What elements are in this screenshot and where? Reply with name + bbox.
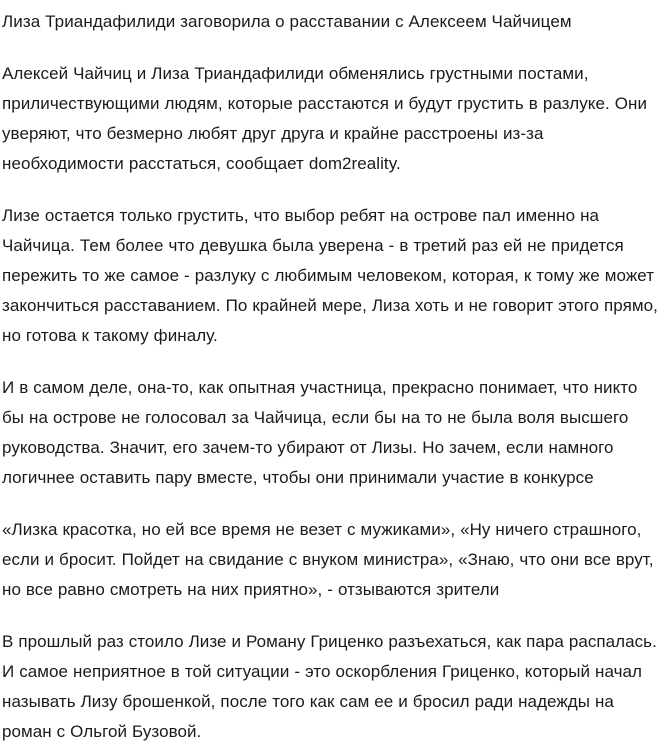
article-paragraph-2: Лизе остается только грустить, что выбор ребят на острове пал именно на Чайчица. Тем более что девушка была уверена - в третий раз ей не придется пережить то же самое - разлуку с любимым человеком, которая, к тому же может закончиться расставанием. По крайней мере, Лиза хоть и не говорит этого прямо, но готова к такому финалу. [2, 206, 658, 345]
article-paragraph-4: «Лизка красотка, но ей все время не везет с мужиками», «Ну ничего страшного, если и бросит. Пойдет на свидание с внуком министра», «Знаю, что они все врут, но все равно смотреть на них приятно», - отзываются зрители [2, 520, 654, 599]
article-paragraph-5: В прошлый раз стоило Лизе и Роману Гриценко разъехаться, как пара распалась. И самое неприятное в той ситуации - это оскорбления Гриценко, который начал называть Лизу брошенкой, после того как сам ее и бросил ради надежды на роман с Ольгой Бузовой. [2, 632, 657, 741]
article-paragraph-1: Алексей Чайчиц и Лиза Триандафилиди обменялись грустными постами, приличествующими людям, которые расстаются и будут грустить в разлуке. Они уверяют, что безмерно любят друг друга и крайне расстроены из-за необходимости расстаться, сообщает dom2reality. [2, 64, 647, 173]
article-paragraph-3: И в самом деле, она-то, как опытная участница, прекрасно понимает, что никто бы на острове не голосовал за Чайчица, если бы на то не была воля высшего руководства. Значит, его зачем-то убирают от Лизы. Но зачем, если намного логичнее оставить пару вместе, чтобы они принимали участие в конкурсе [2, 378, 638, 487]
article-headline: Лиза Триандафилиди заговорила о расставании с Алексеем Чайчицем [2, 12, 572, 31]
